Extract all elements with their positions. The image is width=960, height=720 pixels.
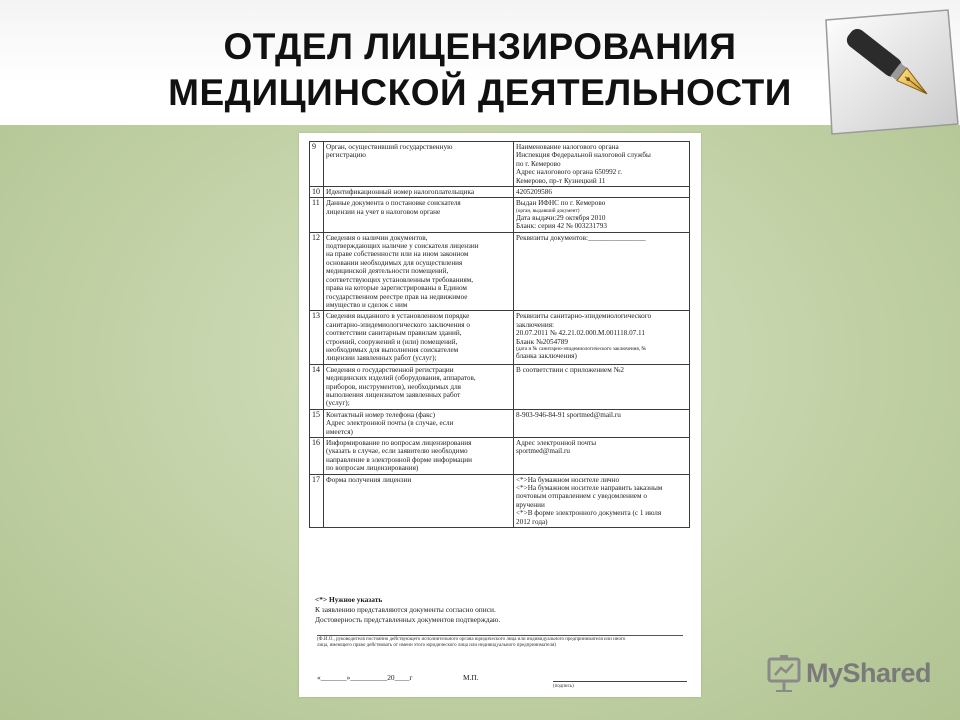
row-number: 11 [310, 198, 324, 232]
row-number: 16 [310, 438, 324, 475]
field-value [514, 187, 690, 198]
field-value-line: 20.07.2011 № 42.21.02.000.М.001118.07.11 [516, 329, 645, 338]
field-description-line: государственном реестре прав на недвижимое [326, 292, 468, 301]
field-description-line: лицензии заявленных работ (услуг); [326, 354, 437, 363]
field-description-line: направление в электронной форме информации [326, 455, 472, 464]
fountain-pen-icon [808, 6, 960, 138]
field-description-line: подтверждающих наличие у соискателя лицензии [326, 242, 479, 251]
field-description-line: необходимых для выполнения соискателем [326, 345, 459, 354]
field-value-line: Выдан ИФНС по г. Кемерово [516, 199, 606, 208]
field-description-line: Контактный номер телефона (факс) [326, 410, 436, 419]
field-description-line: основании необходимых для осуществления [326, 258, 463, 267]
row-number: 14 [310, 364, 324, 409]
watermark-text: MyShared [806, 658, 932, 688]
form-row [310, 187, 690, 198]
slide-title-line-1: ОТДЕЛ ЛИЦЕНЗИРОВАНИЯ [223, 26, 737, 67]
field-description-line: санитарно-эпидемиологического заключения о [326, 320, 470, 329]
field-description-line: Орган, осуществивший государственную [326, 143, 453, 151]
field-value-line: Бланк: серия 42 № 003231793 [516, 222, 607, 231]
form-row [310, 232, 690, 311]
field-value-line: Дата выдачи:29 октября 2010 [516, 213, 606, 222]
field-value [514, 474, 690, 527]
field-value-line: Наименование налогового органа [516, 143, 619, 151]
field-description [324, 409, 514, 437]
field-value-line: (орган, выдавший документ) [516, 207, 580, 214]
field-description-line: выполнения лицензиатом заявленных работ [326, 390, 461, 399]
field-description-line: на праве собственности или на ином законном [326, 250, 469, 259]
field-value-line: В соответствии с приложением №2 [516, 365, 625, 374]
field-description-line: регистрацию [326, 151, 366, 160]
field-value [514, 232, 690, 311]
form-row [310, 409, 690, 437]
field-value-line: Кемерово, пр-т Кузнецкий 11 [516, 176, 606, 185]
field-value-line: заключения: [516, 320, 555, 329]
field-description-line: Сведения выданного в установленном порядке [326, 312, 470, 321]
slide-title-line-2: МЕДИЦИНСКОЙ ДЕЯТЕЛЬНОСТИ [168, 72, 792, 113]
field-value-line: (дата и № санитарно-эпидемиологического заключения, № [516, 345, 647, 352]
license-form-table [309, 141, 690, 528]
field-description-line: приборов, инструментов), необходимых для [326, 382, 461, 391]
field-value-line: Адрес налогового органа 650992 г. [516, 168, 622, 177]
field-description [324, 438, 514, 475]
field-description-line: права на которые зарегистрированы в Едином [326, 284, 467, 293]
form-row [310, 438, 690, 475]
field-description-line: Сведения о государственной регистрации [326, 365, 454, 374]
field-description-line: имущество и сделок с ним [326, 300, 408, 309]
signature-line [317, 673, 687, 682]
field-value-line: по г. Кемерово [516, 159, 561, 168]
footnote-line: Достоверность представленных документов подтверждаю. [315, 615, 501, 624]
field-description-line: Форма получения лицензии [326, 475, 412, 484]
license-form-document [299, 133, 701, 697]
field-value-line: Бланк №2054789 [516, 337, 568, 346]
field-value-line: вручении [516, 500, 545, 509]
field-value-line: <*>На бумажном носителе направить заказным [516, 484, 663, 493]
field-value-line: Адрес электронной почты [516, 439, 597, 447]
field-description [324, 142, 514, 187]
signature-caption: (подпись) [553, 684, 574, 689]
watermark [766, 654, 936, 694]
row-number: 17 [310, 474, 324, 527]
row-number: 9 [310, 142, 324, 187]
field-value [514, 409, 690, 437]
footnote-line: <*> Нужное указать [315, 595, 383, 604]
form-row [310, 198, 690, 232]
presentation-board-icon [766, 654, 802, 692]
field-description-line: имеется) [326, 427, 353, 436]
form-row [310, 474, 690, 527]
field-value-line: 8-903-946-84-91 sportmed@mail.ru [516, 410, 621, 419]
field-description-line: Адрес электронной почты (в случае, если [326, 419, 454, 428]
signature-note [317, 637, 683, 649]
field-value-line: 4205209586 [516, 188, 552, 197]
field-description-line: Сведения о наличии документов, [326, 233, 428, 242]
row-number: 15 [310, 409, 324, 437]
form-row [310, 142, 690, 187]
field-description-line: соответствии санитарным правилам зданий, [326, 329, 462, 338]
field-description-line: медицинских изделий (оборудования, аппаратов, [326, 374, 476, 383]
field-value-line: Реквизиты санитарно-эпидемиологического [516, 312, 652, 321]
field-description [324, 474, 514, 527]
field-value-line: Инспекция Федеральной налоговой службы [516, 151, 651, 160]
field-description [324, 364, 514, 409]
field-description [324, 187, 514, 198]
signature-rule [317, 635, 683, 636]
row-number: 10 [310, 187, 324, 198]
form-row [310, 311, 690, 364]
field-value-line: <*>В форме электронного документа (с 1 июля [516, 509, 662, 518]
signature-underline [553, 673, 687, 682]
field-description-line: (услуг); [326, 399, 350, 408]
row-number: 12 [310, 232, 324, 311]
form-footnotes [315, 595, 695, 625]
signature-note-line: лица, имеющего право действовать от имени этого юридического лица или индивидуального предпринимателя) [317, 643, 556, 648]
field-value [514, 198, 690, 232]
field-description [324, 198, 514, 232]
field-value [514, 311, 690, 364]
stamp-label: М.П. [463, 673, 479, 682]
field-value [514, 364, 690, 409]
signature-note-line: (Ф.И.О., руководителя постоянно действующего исполнительного органа юридического лица или индивидуального предпринимателя или иного [317, 637, 626, 642]
field-description-line: Идентификационный номер налогоплательщика [326, 188, 475, 197]
field-value [514, 438, 690, 475]
field-description-line: по вопросам лицензирования) [326, 464, 419, 473]
field-description [324, 232, 514, 311]
field-value-line: sportmed@mail.ru [516, 447, 570, 456]
field-value-line: Реквизиты документов:________________ [516, 233, 646, 242]
field-description-line: лицензии на учет в налоговом органе [326, 207, 441, 216]
field-value [514, 142, 690, 187]
field-value-line: 2012 года) [516, 517, 548, 526]
field-value-line: бланка заключения) [516, 351, 577, 360]
form-row [310, 364, 690, 409]
field-description-line: соответствующих установленным требованиям, [326, 275, 474, 284]
field-description-line: Информирование по вопросам лицензирования [326, 439, 472, 447]
field-description [324, 311, 514, 364]
field-description-line: Данные документа о постановке соискателя [326, 199, 461, 208]
row-number: 13 [310, 311, 324, 364]
field-value-line: <*>На бумажном носителе лично [516, 475, 620, 484]
date-line: «_______»__________20____г [317, 673, 413, 682]
field-description-line: (указать в случае, если заявителю необходимо [326, 447, 468, 456]
field-description-line: строений, сооружений и (или) помещений, [326, 337, 458, 346]
field-value-line: почтовым отправлением с уведомлением о [516, 492, 647, 501]
field-description-line: медицинской деятельности помещений, [326, 267, 449, 276]
footnote-line: К заявлению представляются документы согласно описи. [315, 605, 496, 614]
